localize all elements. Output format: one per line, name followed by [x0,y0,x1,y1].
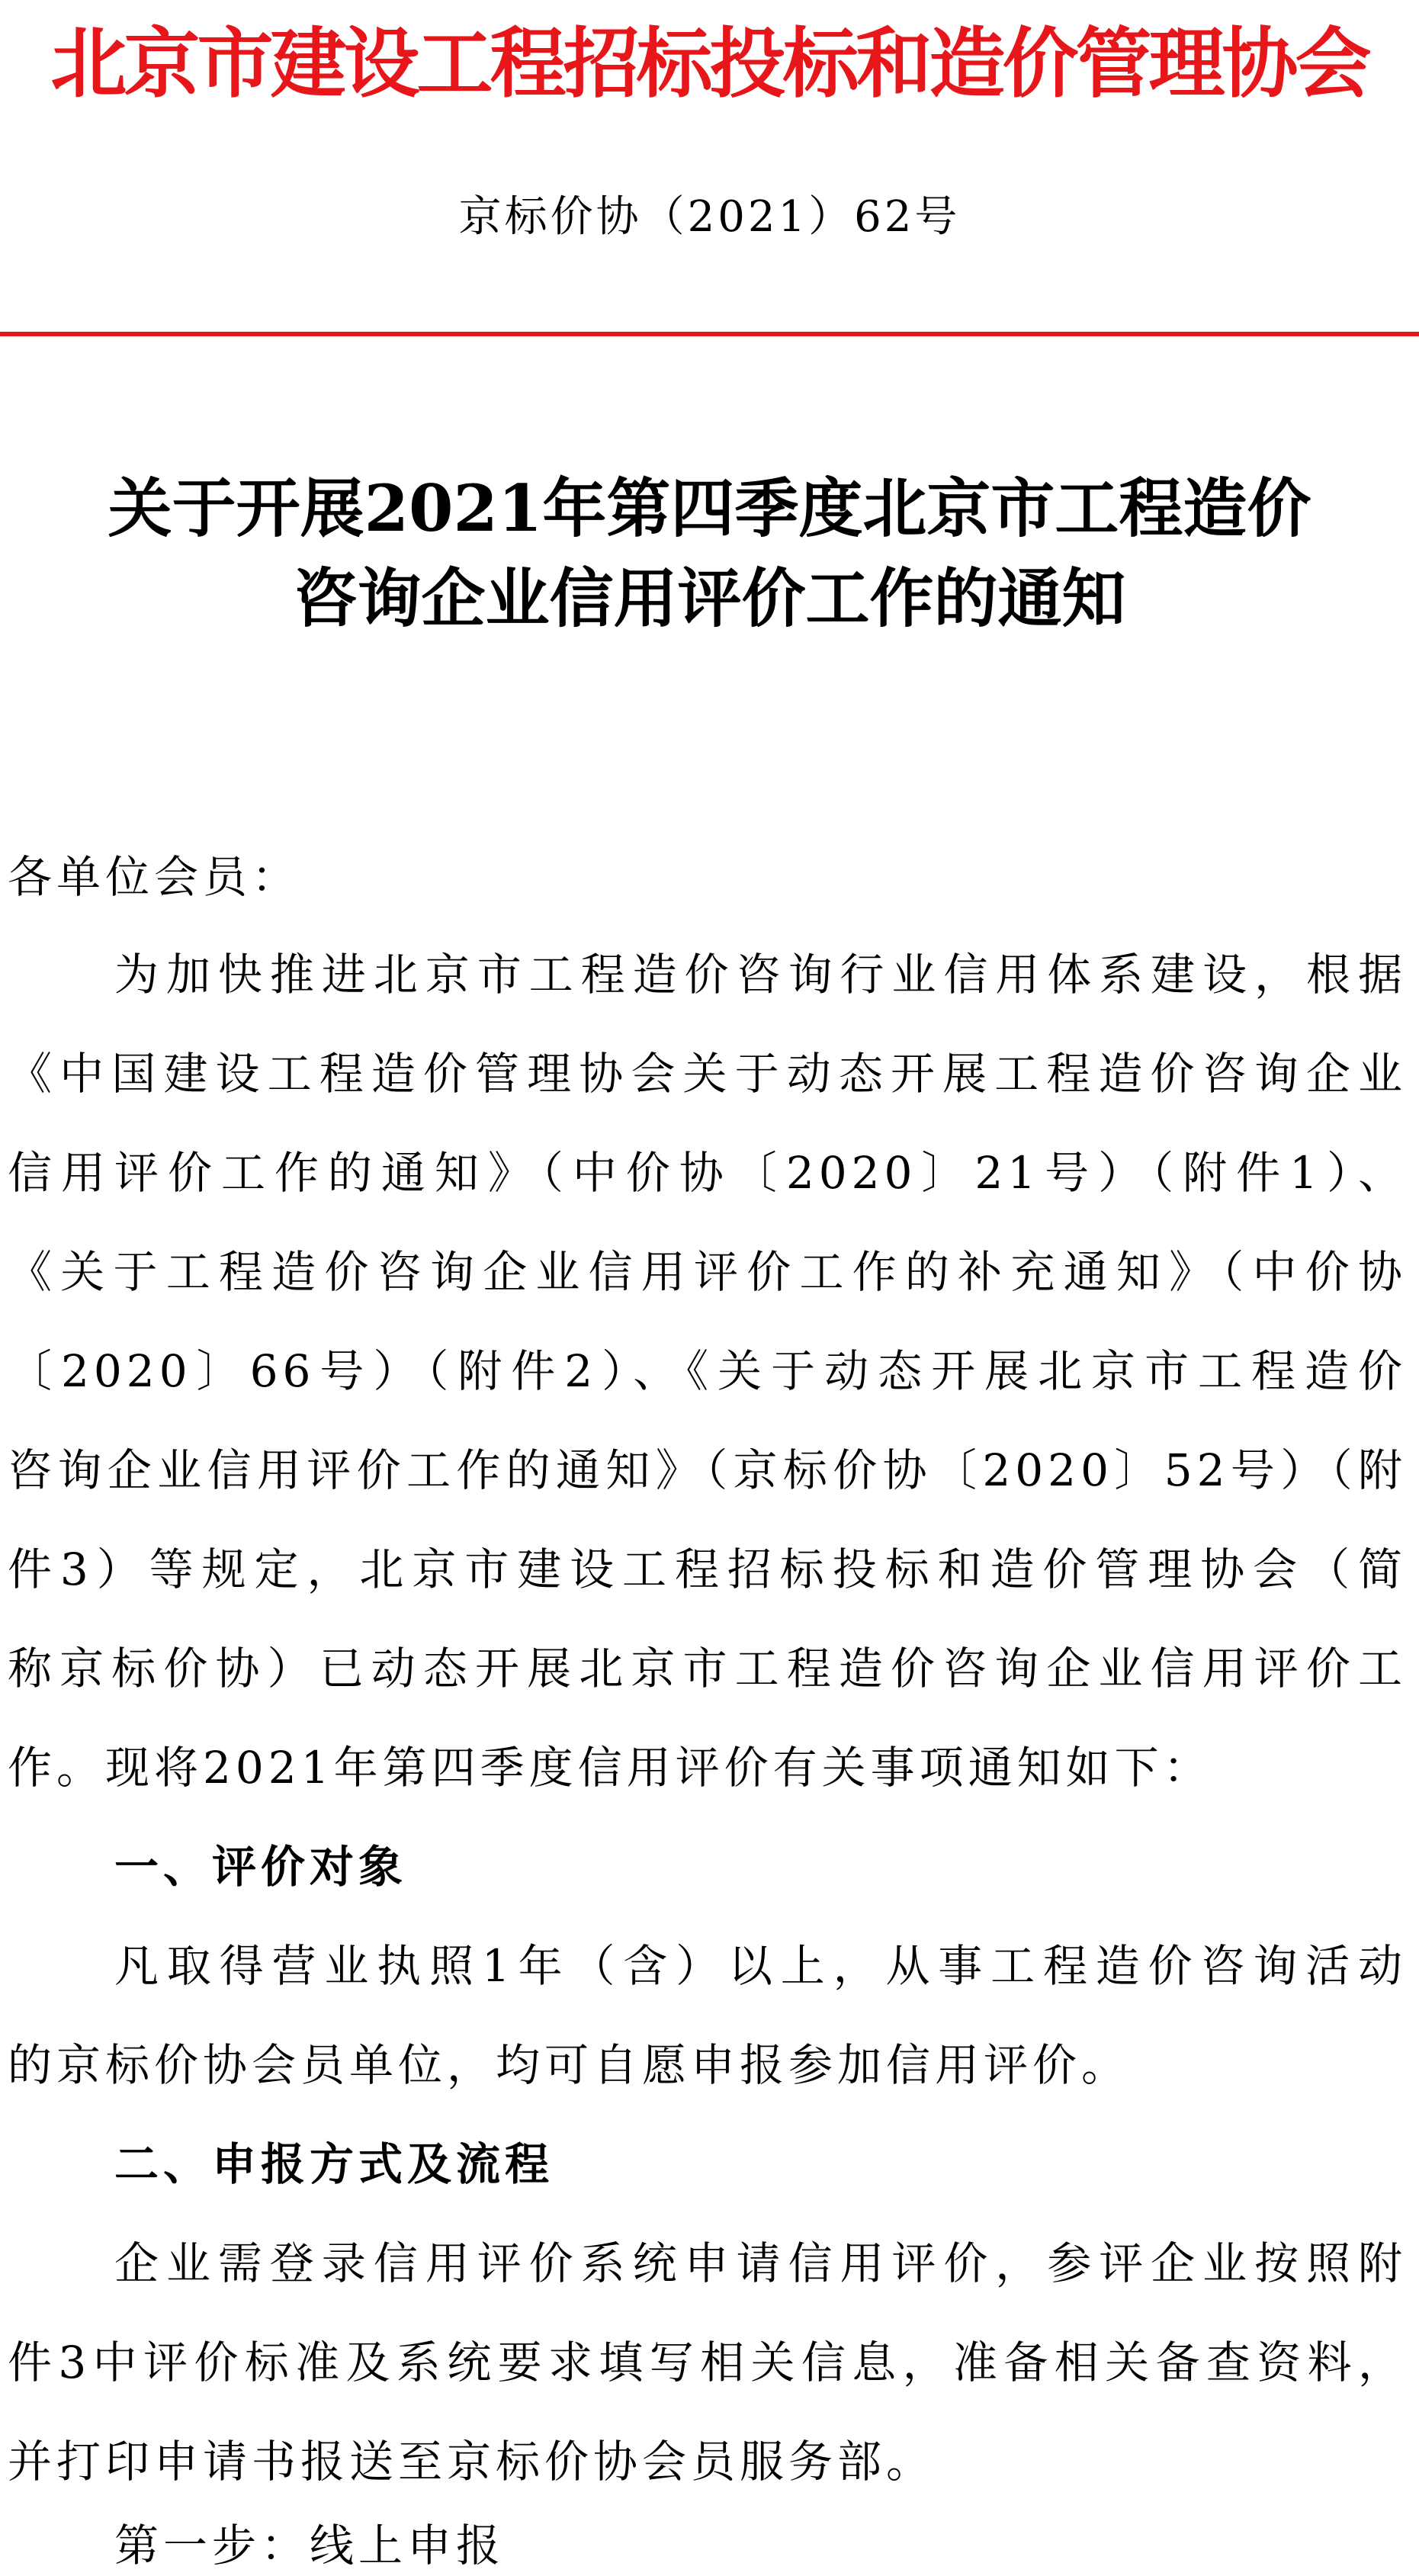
paragraph-line: 凡取得营业执照1年（含）以上，从事工程造价咨询活动 [114,1940,1407,1992]
paragraph-line: 〔2020〕66号）（附件2）、《关于动态开展北京市工程造价 [8,1345,1407,1397]
paragraph-line: 作。现将2021年第四季度信用评价有关事项通知如下： [8,1742,1212,1794]
paragraph-line: 的京标价协会员单位，均可自愿申报参加信用评价。 [8,2039,1131,2091]
paragraph-line: 并打印申请书报送至京标价协会员服务部。 [8,2436,936,2488]
notice-title-line-1: 关于开展2021年第四季度北京市工程造价 [108,471,1311,546]
paragraph-line: 咨询企业信用评价工作的通知》（京标价协〔2020〕52号）（附 [8,1444,1407,1496]
paragraph-line: 信用评价工作的通知》（中价协〔2020〕21号）（附件1）、 [8,1147,1407,1199]
section-heading-evaluation-target: 一、评价对象 [114,1841,408,1893]
paragraph-line: 件3中评价标准及系统要求填写相关信息，准备相关备查资料， [8,2337,1407,2388]
paragraph-line: 《中国建设工程造价管理协会关于动态开展工程造价咨询企业 [8,1048,1407,1100]
org-title: 北京市建设工程招标投标和造价管理协会 [50,18,1369,108]
salutation: 各单位会员： [8,851,301,903]
document-number: 京标价协（2021）62号 [458,192,961,242]
paragraph-line: 企业需登录信用评价系统申请信用评价，参评企业按照附 [114,2237,1407,2289]
section-heading-application-process: 二、申报方式及流程 [114,2138,554,2190]
paragraph-line: 《关于工程造价咨询企业信用评价工作的补充通知》（中价协 [8,1246,1407,1298]
step-one-online-application: 第一步：线上申报 [114,2520,506,2571]
red-divider [0,332,1419,336]
paragraph-line: 件3）等规定，北京市建设工程招标投标和造价管理协会（简 [8,1543,1407,1595]
paragraph-line: 称京标价协）已动态开展北京市工程造价咨询企业信用评价工 [8,1643,1407,1694]
paragraph-line: 为加快推进北京市工程造价咨询行业信用体系建设，根据 [114,949,1407,1001]
notice-title-line-2: 咨询企业信用评价工作的通知 [293,560,1126,636]
